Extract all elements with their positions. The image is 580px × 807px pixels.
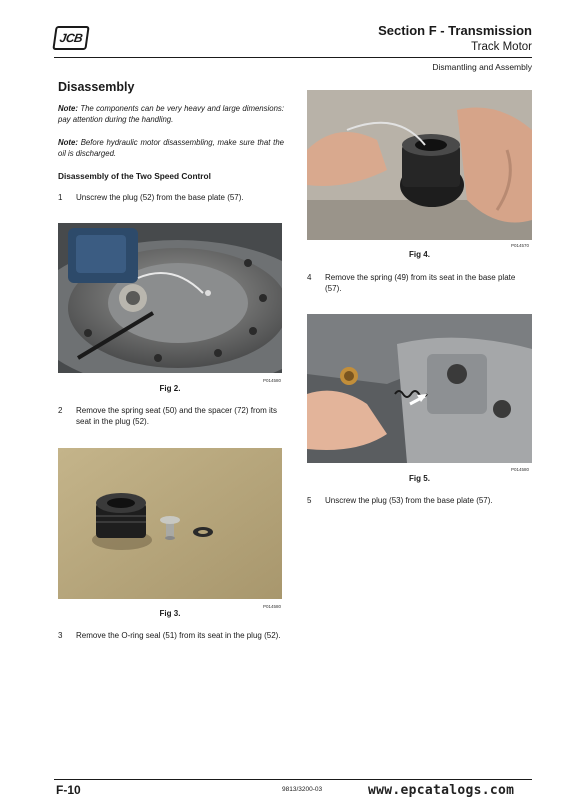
fig2-caption: Fig 2. (159, 384, 181, 393)
fig5-photo (307, 314, 532, 463)
step-number: 1 (58, 193, 63, 202)
page-subtitle: Track Motor (471, 41, 532, 53)
fig3-code: P014580 (263, 604, 282, 609)
section-title: Section F - Transmission (378, 23, 532, 38)
fig3-caption: Fig 3. (159, 609, 181, 618)
header-divider (54, 57, 532, 58)
fig4-caption: Fig 4. (409, 250, 430, 259)
note-label: Note: (58, 138, 78, 147)
step-text: Remove the spring (49) from its seat in the base plate (57). (325, 273, 516, 293)
fig4-code: P014570 (511, 243, 530, 248)
watermark-text: www.epcatalogs.com (368, 783, 515, 798)
step-text: Unscrew the plug (53) from the base plate (57). (325, 496, 493, 505)
note-handling (58, 103, 284, 125)
footer-divider (54, 779, 532, 780)
fig3-photo (58, 448, 282, 599)
note-label: Note: (58, 104, 78, 113)
fig5-code: P014580 (511, 467, 530, 472)
page-heading: Disassembly (58, 80, 135, 94)
jcb-logo: JCB (52, 26, 89, 50)
page-subsubtitle: Dismantling and Assembly (432, 62, 532, 72)
fig5-caption: Fig 5. (409, 474, 430, 483)
step-text: Unscrew the plug (52) from the base plate (57). (76, 193, 244, 202)
step-number: 5 (307, 496, 312, 505)
step-2 (58, 405, 284, 429)
fig4-photo (307, 90, 532, 240)
fig2-code: P014580 (263, 378, 282, 383)
note-text: The components can be very heavy and large dimensions: pay attention during the handling. (58, 104, 284, 124)
fig2-photo (58, 223, 282, 373)
section-subheading: Disassembly of the Two Speed Control (58, 171, 211, 181)
step-5 (307, 495, 533, 507)
step-3 (58, 630, 284, 654)
note-oil (58, 137, 284, 159)
step-number: 4 (307, 273, 312, 282)
step-number: 3 (58, 631, 63, 640)
step-text: Remove the O-ring seal (51) from its seat in the plug (52). (76, 631, 281, 640)
step-4 (307, 272, 533, 296)
step-1 (58, 192, 284, 204)
document-number: 9813/3200-03 (282, 786, 323, 793)
page-number: F-10 (56, 783, 81, 797)
step-number: 2 (58, 406, 63, 415)
step-text: Remove the spring seat (50) and the spacer (72) from its seat in the plug (52). (76, 406, 277, 426)
note-text: Before hydraulic motor disassembling, make sure that the oil is discharged. (58, 138, 284, 158)
